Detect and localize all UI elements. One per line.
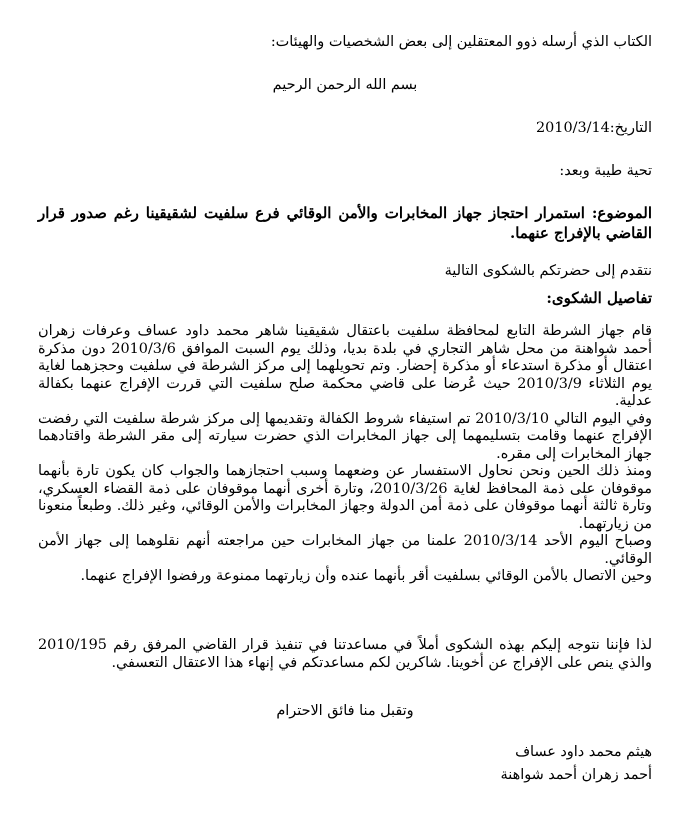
signature-block <box>38 744 652 784</box>
letter-date: التاريخ:2010/3/14 <box>536 120 652 136</box>
body-paragraph: وصباح اليوم الأحد 2010/3/14 علمنا من جهاز المخابرات حين مراجعته أنهم نقلوهما إلى جهاز الأمن الوقائي. <box>38 533 652 567</box>
intro-line: الكتاب الذي أرسله ذوو المعتقلين إلى بعض الشخصيات والهيئات: <box>270 34 652 50</box>
body-paragraph: وحين الاتصال بالأمن الوقائي بسلفيت أقر بأنهما عنده وأن زيارتهما ممنوعة ورفضوا الإفراج عنهما. <box>80 568 652 584</box>
details-heading: تفاصيل الشكوى: <box>546 289 652 307</box>
signature-name: أحمد زهران أحمد شواهنة <box>500 766 652 783</box>
body-paragraph: قام جهاز الشرطة التابع لمحافظة سلفيت باعتقال شقيقينا شاهر محمد داود عساف وعرفات زهران أحمد شواهنة من محل شاهر التجاري في بلدة بديا، وذلك يوم السبت الموافق 2010/3/6 دون مذكرة اعتقال أو مذكرة استدعاء أو مذكرة إحضار. وتم تحويلهما إلى مركز الشرطة في سلفيت وحجزهما لغاية يوم الثلاثاء 2010/3/9 حيث عُرضا على قاضي محكمة صلح سلفيت التي قررت الإفراج عنهما بكفالة عدلية. <box>38 323 653 409</box>
signature-name: هيثم محمد داود عساف <box>515 744 652 760</box>
body-paragraph: ومنذ ذلك الحين ونحن نحاول الاستفسار عن وضعهما وسبب احتجازهما والجواب كان يكون تارة بأنهما موقوفان على ذمة المحافظ لغاية 2010/3/26، وتارة أخرى أنهما موقوفان على ذمة القضاء العسكري، وتارة ثالثة أنهما موقوفان على ذمة أمن الدولة وجهاز المخابرات والأمن الوقائي، وغير ذلك. وطبعاً منعونا من زيارتهما. <box>38 463 652 532</box>
closing-paragraph: لذا فإننا نتوجه إليكم بهذه الشكوى أملاً في مساعدتنا في تنفيذ قرار القاضي المرفق رقم 2010/195 والذي ينص على الإفراج عن أخوينا. شاكرين لكم مساعدتكم في إنهاء هذا الاعتقال التعسفي. <box>38 637 652 671</box>
opening-line: نتقدم إلى حضرتكم بالشكوى التالية <box>444 263 652 279</box>
basmala: بسم الله الرحمن الرحيم <box>272 77 418 93</box>
sign-off: وتقبل منا فائق الاحترام <box>276 703 414 719</box>
greeting: تحية طيبة وبعد: <box>559 163 652 179</box>
subject-line: الموضوع: استمرار احتجاز جهاز المخابرات والأمن الوقائي فرع سلفيت لشقيقينا رغم صدور قرار القاضي بالإفراج عنهما. <box>38 204 652 242</box>
complaint-body <box>38 323 652 586</box>
body-paragraph: وفي اليوم التالي 2010/3/10 تم استيفاء شروط الكفالة وتقديمها إلى مركز شرطة سلفيت التي رفضت الإفراج عنهما وقامت بتسليمهما إلى جهاز المخابرات الذي حضرت سيارته إلى مقر الشرطة واقتادهما جهاز المخابرات إلى مقره. <box>38 410 652 462</box>
